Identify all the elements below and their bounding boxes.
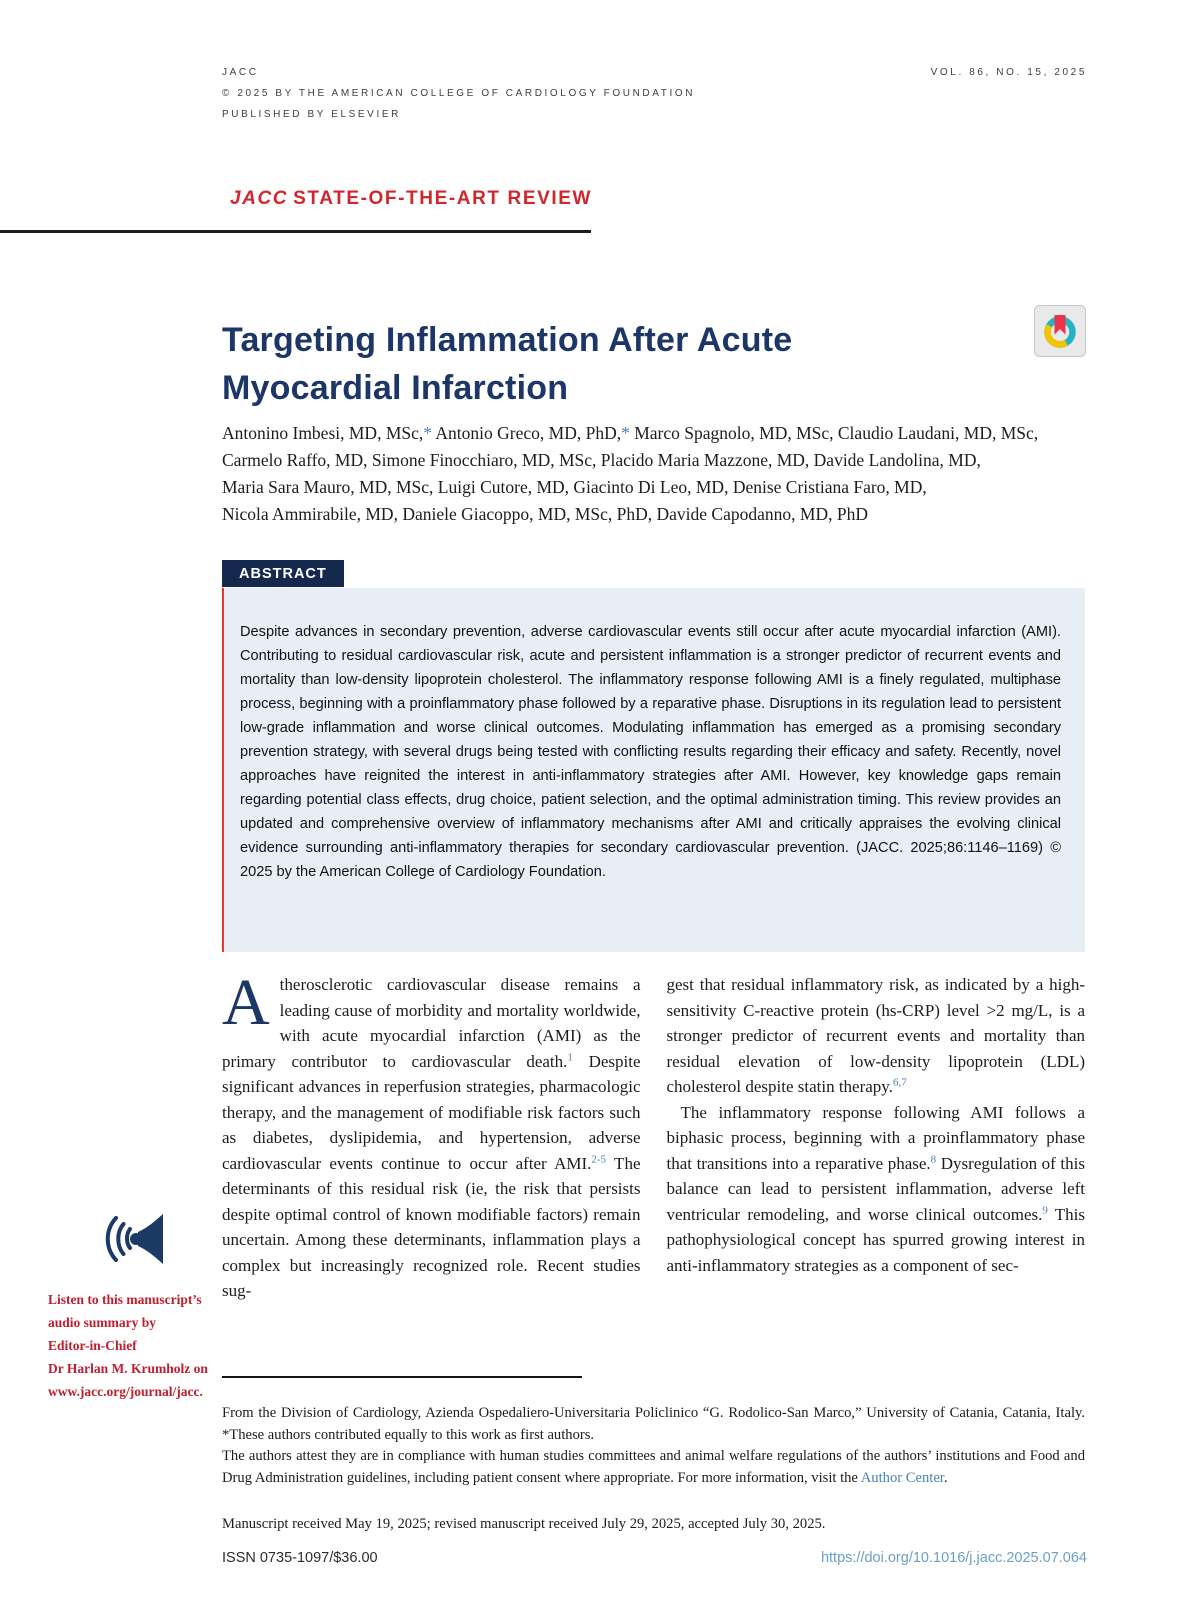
reference-link[interactable]: 2-5 bbox=[591, 1152, 607, 1165]
body-column-right bbox=[667, 972, 1086, 1304]
manuscript-dates: Manuscript received May 19, 2025; revised manuscript received July 29, 2025, accepted July 30, 2025. bbox=[222, 1516, 826, 1532]
abstract-box bbox=[222, 588, 1085, 952]
audio-summary-url[interactable]: www.jacc.org/journal/jacc. bbox=[48, 1384, 203, 1399]
body-paragraph: gest that residual inflammatory risk, as indicated by a high-sensitivity C-reactive protein (hs-CRP) level >2 mg/L, is a stronger predictor of recurrent events and mortality than residual elevation of low-density lipoprotein (LDL) cholesterol despite statin therapy.$^{6,7}$ bbox=[666, 975, 1085, 1096]
bottom-row bbox=[222, 1550, 1087, 1566]
footnote-rule bbox=[222, 1376, 582, 1378]
author-line: Carmelo Raffo, MD, Simone Finocchiaro, MD, MSc, Placido Maria Mazzone, MD, Davide Landolina, MD, bbox=[222, 450, 981, 470]
reference-link[interactable]: 8 bbox=[930, 1152, 937, 1165]
abstract-label: ABSTRACT bbox=[222, 560, 344, 587]
author-list bbox=[222, 420, 1097, 528]
doi-link[interactable]: https://doi.org/10.1016/j.jacc.2025.07.064 bbox=[820, 1550, 1087, 1566]
margin-note-line: Editor-in-Chief bbox=[48, 1338, 137, 1353]
margin-note-line: Listen to this manuscript’s bbox=[48, 1292, 202, 1307]
jacc-badge-svg bbox=[1034, 305, 1086, 357]
compliance-note: The authors attest they are in compliance with human studies committees and animal welfare regulations of the authors’ institutions and Food and Drug Administration guidelines, including patient consent where appropriate. For more information, visit the Author Center. bbox=[222, 1448, 1085, 1486]
audio-summary-note bbox=[48, 1288, 226, 1403]
heading-rule bbox=[0, 230, 591, 233]
footnotes bbox=[222, 1403, 1085, 1489]
author-line: Nicola Ammirabile, MD, Daniele Giacoppo, MD, MSc, PhD, Davide Capodanno, MD, PhD bbox=[222, 504, 868, 524]
dropcap: A bbox=[222, 966, 270, 1039]
speaker-icon bbox=[86, 1196, 172, 1286]
copyright-line: © 2025 BY THE AMERICAN COLLEGE OF CARDIOLOGY FOUNDATION bbox=[222, 88, 696, 99]
reference-link[interactable]: 6,7 bbox=[892, 1076, 907, 1089]
article-body bbox=[222, 966, 1085, 1304]
reference-link[interactable]: 1 bbox=[567, 1050, 573, 1063]
jacc-badge-icon[interactable] bbox=[1034, 305, 1086, 357]
section-heading-journal: JACC bbox=[230, 188, 289, 209]
journal-name: JACC bbox=[222, 67, 259, 78]
section-heading bbox=[230, 188, 592, 210]
margin-note-line: audio summary by bbox=[48, 1315, 157, 1330]
equal-contribution-asterisk[interactable]: * bbox=[423, 423, 432, 443]
issn-label: ISSN 0735-1097/$36.00 bbox=[222, 1550, 378, 1566]
margin-note-line: Dr Harlan M. Krumholz on bbox=[48, 1361, 208, 1376]
body-paragraph: The inflammatory response following AMI follows a biphasic process, beginning with a proinflammatory phase that transitions into a reparative phase.$^8$ Dysregulation of this balance can lead to persistent inflammation, adverse left ventricular remodeling, and worse clinical outcomes.$^9$ This pathophysiological concept has spurred growing interest in anti-inflammatory strategies as a component of sec- bbox=[666, 1102, 1085, 1275]
affiliation-note: From the Division of Cardiology, Azienda Ospedaliero-Universitaria Policlinico “G. Rodolico-San Marco,” University of Catania, Catania, Italy. *These authors contributed equally to this work as first authors. bbox=[222, 1405, 1085, 1443]
audio-summary-icon[interactable] bbox=[86, 1196, 172, 1286]
volume-issue: VOL. 86, NO. 15, 2025 bbox=[930, 67, 1087, 78]
publisher-line: PUBLISHED BY ELSEVIER bbox=[222, 109, 401, 120]
author-line: Antonino Imbesi, MD, MSc,* Antonio Greco, MD, PhD,* Marco Spagnolo, MD, MSc, Claudio Laudani, MD, MSc, bbox=[222, 423, 1039, 443]
section-heading-title: STATE-OF-THE-ART REVIEW bbox=[293, 188, 593, 209]
author-center-link[interactable]: Author Center bbox=[860, 1469, 944, 1486]
reference-link[interactable]: 9 bbox=[1042, 1203, 1048, 1216]
equal-contribution-asterisk[interactable]: * bbox=[621, 423, 630, 443]
body-paragraph-text: therosclerotic cardiovascular disease remains a leading cause of morbidity and mortality worldwide, with acute myocardial infarction (AMI) as the primary contributor to cardiovascular death.$^1$ Despite significant advances in reperfusion strategies, pharmacologic therapy, and the management of modifiable risk factors such as diabetes, dyslipidemia, and hypertension, adverse cardiovascular events continue to occur after AMI.$^{2-5}$ The determinants of this residual risk (ie, the risk that persists despite optimal control of known modifiable factors) remain uncertain. Among these determinants, inflammation plays a complex but increasingly recognized role. Recent studies sug- bbox=[222, 975, 641, 1300]
author-line: Maria Sara Mauro, MD, MSc, Luigi Cutore, MD, Giacinto Di Leo, MD, Denise Cristiana Faro, MD, bbox=[222, 477, 927, 497]
body-paragraph bbox=[222, 966, 641, 1304]
masthead bbox=[222, 62, 1087, 125]
body-column-left bbox=[222, 966, 641, 1304]
abstract-text: Despite advances in secondary prevention, adverse cardiovascular events still occur after acute myocardial infarction (AMI). Contributing to residual cardiovascular risk, acute and persistent inflammation is a stronger predictor of recurrent events and mortality than low-density lipoprotein cholesterol. The inflammatory response following AMI is a finely regulated, multiphase process, beginning with a proinflammatory phase followed by a reparative phase. Disruptions in its regulation lead to persistent low-grade inflammation and worse clinical outcomes. Modulating inflammation has emerged as a promising secondary prevention strategy, with several drugs being tested with conflicting results regarding their efficacy and safety. Recently, novel approaches have reignited the interest in anti-inflammatory strategies after AMI. However, key knowledge gaps remain regarding potential class effects, drug choice, patient selection, and the optimal administration timing. This review provides an updated and comprehensive overview of inflammatory mechanisms after AMI and critically appraises the evolving clinical evidence surrounding anti-inflammatory therapies for secondary cardiovascular prevention. (JACC. 2025;86:1146–1169) © 2025 by the American College of Cardiology Foundation. bbox=[240, 624, 1061, 880]
article-title: Targeting Inflammation After Acute Myocardial Infarction bbox=[222, 320, 793, 407]
